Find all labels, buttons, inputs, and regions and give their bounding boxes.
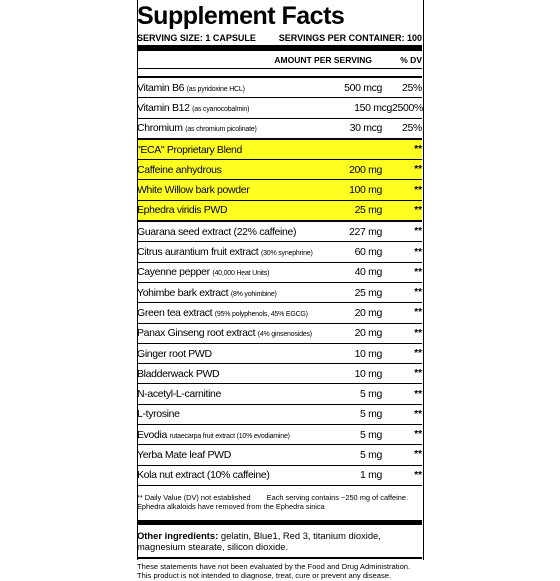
ingredient-dv: ** — [414, 287, 422, 299]
ingredient-dv: ** — [414, 408, 422, 420]
ingredient-name — [137, 144, 422, 156]
ingredient-dv: 25% — [402, 81, 422, 94]
footnote — [137, 493, 422, 525]
ingredient-dv: ** — [414, 226, 422, 238]
ingredient-amount: 20 mg — [354, 306, 382, 319]
ingredient-row — [137, 98, 422, 118]
ingredient-name-main: Green tea extract — [137, 306, 213, 319]
ingredient-amount: 10 mg — [354, 347, 382, 360]
ingredient-name-detail: (40,000 Heat Units) — [212, 270, 270, 278]
ingredient-name-main: Caffeine anhydrous — [137, 163, 222, 176]
ingredient-row — [137, 201, 422, 222]
ingredient-name-main: Yerba Mate leaf PWD — [137, 448, 231, 461]
other-ingredients-label: Other ingredients: — [137, 529, 219, 541]
ingredient-name-main: Cayenne pepper — [137, 266, 210, 279]
ingredient-row — [137, 140, 422, 160]
ingredient-name-detail: (as chromium picolinate) — [185, 126, 257, 134]
ingredient-amount: 5 mg — [360, 408, 382, 421]
ingredient-name-main: Kola nut extract (10% caffeine) — [137, 469, 270, 482]
ingredient-amount: 100 mg — [349, 184, 382, 197]
ingredient-amount: 5 mg — [360, 388, 382, 401]
ingredient-name-main: Ephedra viridis PWD — [137, 204, 228, 217]
ingredient-name-detail: (as pyridoxine HCL) — [186, 85, 245, 93]
ingredient-name-main: N-acetyl-L-carnitine — [137, 388, 222, 401]
ingredient-table — [137, 76, 422, 486]
footnote-dv: ** Daily Value (DV) not established — [137, 492, 251, 502]
ingredient-amount: 60 mg — [354, 246, 382, 259]
ingredient-row — [137, 425, 422, 445]
ingredient-name-detail: (4% ginsenosides) — [257, 331, 312, 339]
ingredient-name-main: Yohimbe bark extract — [137, 286, 229, 299]
disclaimer-line-2: This product is not intended to diagnose, treat, cure or prevent any disease. — [137, 571, 392, 581]
ingredient-dv: ** — [414, 164, 422, 176]
ingredient-amount: 5 mg — [360, 448, 382, 461]
ingredient-amount: 200 mg — [349, 163, 382, 176]
ingredient-dv: ** — [414, 429, 422, 441]
ingredient-name-main: Citrus aurantium fruit extract — [137, 246, 259, 259]
ingredient-name-main: Ginger root PWD — [137, 347, 212, 360]
ingredient-row — [137, 324, 422, 344]
ingredient-row — [137, 263, 422, 283]
ingredient-dv: ** — [414, 348, 422, 359]
footnote-ephedra: Ephedra alkaloids have removed from the Ephedra sinica — [137, 502, 325, 512]
supplement-facts-panel — [137, 0, 422, 581]
ingredient-dv: ** — [414, 469, 422, 481]
ingredient-amount: 500 mcg — [344, 81, 382, 94]
ingredient-amount: 10 mg — [354, 367, 382, 380]
ingredient-row — [137, 78, 422, 98]
ingredient-row — [137, 303, 422, 323]
ingredient-name-detail: (95% polyphenols, 45% EGCG) — [214, 310, 308, 318]
ingredient-name-main: "ECA" Proprietary Blend — [137, 143, 243, 156]
ingredient-row — [137, 364, 422, 384]
ingredient-row — [137, 445, 422, 465]
ingredient-amount: 5 mg — [360, 428, 382, 441]
ingredient-row — [137, 283, 422, 303]
ingredient-name-detail: (8% yohimbine) — [230, 290, 277, 298]
ingredient-dv: ** — [414, 449, 422, 461]
ingredient-name-detail: (as cyanocobalmin) — [192, 105, 250, 113]
ingredient-name-main: Panax Ginseng root extract — [137, 327, 256, 340]
ingredient-name-detail: (30% synephrine) — [260, 250, 313, 258]
ingredient-name-main: White Willow bark powder — [137, 184, 250, 197]
label-title: Supplement Facts — [137, 2, 345, 30]
ingredient-name-main: Chromium — [137, 122, 183, 135]
ingredient-row — [137, 405, 422, 425]
ingredient-row — [137, 384, 422, 404]
serving-size: SERVING SIZE: 1 CAPSULE — [137, 33, 256, 43]
ingredient-amount: 25 mg — [354, 286, 382, 299]
ingredient-name-main: Guarana seed extract (22% caffeine) — [137, 225, 297, 238]
serving-info — [137, 33, 422, 51]
ingredient-name-main: Evodia — [137, 428, 168, 441]
footnote-caffeine: Each serving contains ~250 mg of caffeine. — [266, 492, 409, 502]
ingredient-row — [137, 466, 422, 486]
ingredient-name-main: Bladderwack PWD — [137, 367, 220, 380]
ingredient-amount: 227 mg — [349, 225, 382, 238]
ingredient-dv: ** — [414, 307, 422, 319]
ingredient-dv: ** — [414, 184, 422, 196]
column-header — [137, 51, 422, 69]
ingredient-dv: ** — [414, 144, 422, 156]
ingredient-amount: 25 mg — [354, 204, 382, 217]
ingredient-dv: ** — [414, 388, 422, 400]
ingredient-name-main: Vitamin B12 — [137, 101, 190, 114]
disclaimer — [137, 562, 422, 581]
disclaimer-line-1: These statements have not been evaluated by the Food and Drug Administration. — [137, 561, 411, 571]
ingredient-row — [137, 119, 422, 140]
ingredient-amount: 30 mcg — [349, 122, 382, 135]
ingredient-row — [137, 242, 422, 262]
ingredient-row — [137, 160, 422, 180]
column-dv-header: % DV — [400, 54, 422, 65]
ingredient-row — [137, 222, 422, 242]
ingredient-amount: 1 mg — [360, 469, 382, 482]
ingredient-dv: ** — [414, 327, 422, 339]
ingredient-dv: 25% — [402, 122, 422, 135]
servings-per-container: SERVINGS PER CONTAINER: 100 — [278, 33, 422, 43]
ingredient-dv: ** — [414, 246, 422, 258]
other-ingredients-text: gelatin, Blue1, Red 3, titanium dioxide, magnesium stearate, silicon dioxide. — [137, 529, 381, 553]
ingredient-amount: 150 mcg — [354, 101, 392, 114]
column-amount-header: AMOUNT PER SERVING — [274, 54, 372, 65]
ingredient-dv: ** — [414, 204, 422, 216]
ingredient-dv: 2500% — [392, 101, 423, 114]
other-ingredients — [137, 530, 422, 559]
ingredient-name-detail: rutaecarpa fruit extract (10% evodiamine) — [169, 432, 290, 440]
ingredient-name-main: L-tyrosine — [137, 408, 180, 421]
ingredient-dv: ** — [414, 266, 422, 278]
ingredient-name-main: Vitamin B6 — [137, 81, 185, 94]
ingredient-amount: 20 mg — [354, 327, 382, 340]
ingredient-dv: ** — [414, 368, 422, 380]
ingredient-amount: 40 mg — [354, 266, 382, 279]
ingredient-row — [137, 180, 422, 200]
ingredient-row — [137, 344, 422, 364]
